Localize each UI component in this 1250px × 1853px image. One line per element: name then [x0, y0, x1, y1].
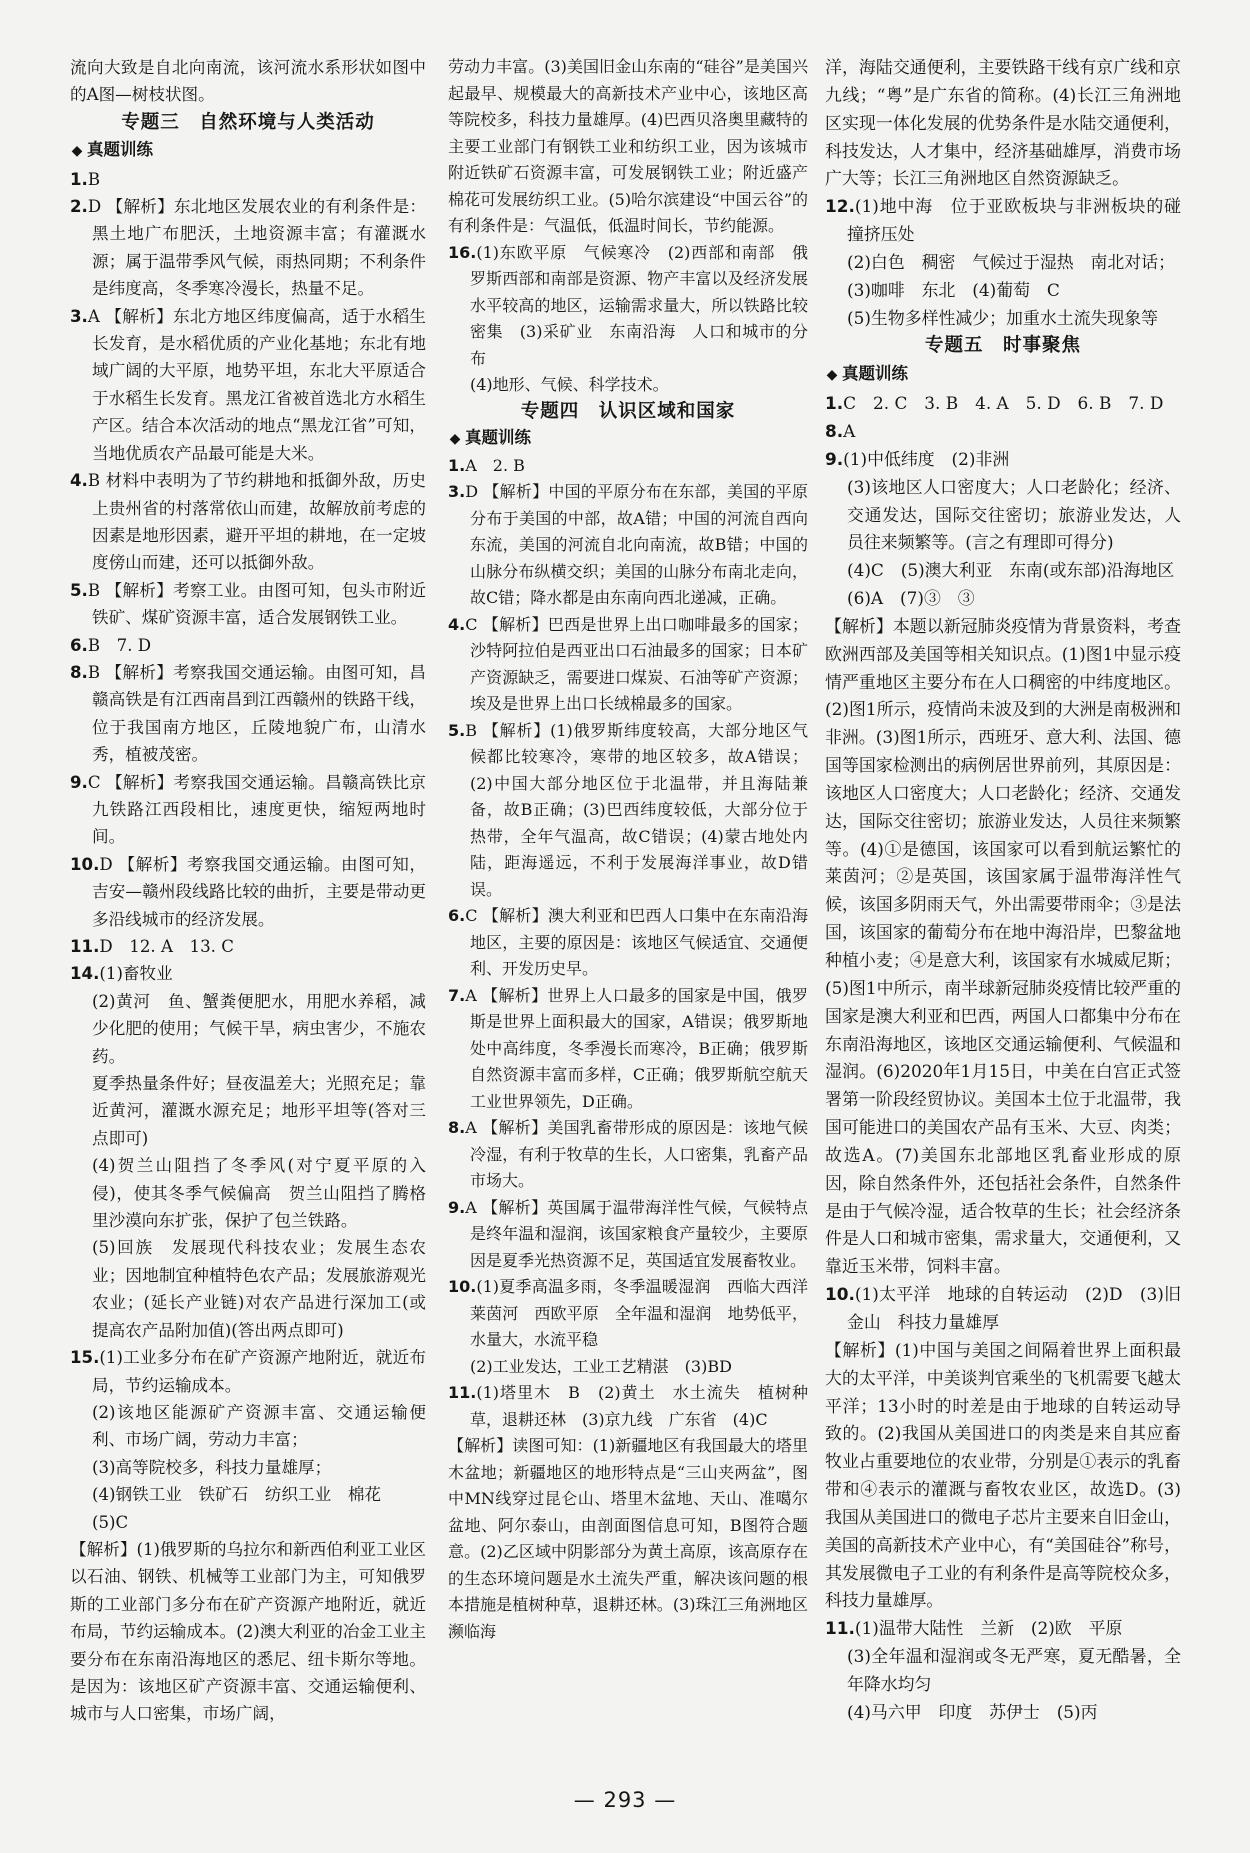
answer-subitem: (4)马六甲 印度 苏伊士 (5)丙 [847, 1701, 1098, 1722]
answer-item [70, 467, 426, 577]
item-number: 8. [70, 662, 88, 682]
subheading-label: 真题训练 [842, 364, 908, 384]
subheading-label: 真题训练 [465, 428, 531, 447]
item-number: 1. [825, 393, 844, 414]
item-text: (1)太平洋 地球的自转运动 (2)D (3)旧金山 科技力量雄厚 [847, 1284, 1181, 1332]
answer-item [448, 1195, 808, 1275]
item-number: 4. [448, 614, 466, 634]
answer-item [70, 933, 426, 960]
answer-item [448, 1274, 825, 1354]
answer-subitem: (4)地形、气候、科学技术。 [470, 375, 669, 394]
item-text: C 【解析】巴西是世界上出口咖啡最多的国家；沙特阿拉伯是西亚出口石油最多的国家；日本矿产资源缺乏，需要进口煤炭、石油等矿产资源；埃及是世界上出口长绒棉最多的国家。 [465, 614, 808, 713]
answer-item [825, 418, 1181, 446]
answer-item [448, 903, 808, 983]
item-text: C 【解析】考察我国交通运输。昌赣高铁比京九铁路江西段相比，速度更快，缩短两地时间。 [87, 772, 426, 847]
answer-item [448, 240, 808, 373]
answer-subitem: 夏季热量条件好；昼夜温差大；光照充足；靠近黄河，灌溉水源充足；地形平坦等(答对三点即可) [92, 1074, 426, 1148]
item-number: 6. [70, 635, 88, 655]
subheading-training [448, 425, 808, 453]
item-number: 15. [70, 1348, 100, 1368]
item-text: (1)夏季高温多雨，冬季温暖湿润 西临大西洋 莱茵河 西欧平原 全年温和湿润 地势低平，水量大，水流平稳 [470, 1277, 825, 1349]
answer-subitem: (4)贺兰山阻挡了冬季风(对宁夏平原的入侵)，使其冬季气候偏高 贺兰山阻挡了腾格里沙漠向东扩张，保护了包兰铁路。 [92, 1156, 426, 1231]
answer-item [70, 193, 426, 303]
item-text: (1)工业多分布在矿产资源产地附近，就近布局，节约运输成本。 [92, 1348, 426, 1395]
item-number: 10. [448, 1277, 477, 1296]
page-number: — 293 — [573, 1788, 677, 1812]
item-text: (1)塔里木 B (2)黄土 水土流失 植树种草，退耕还林 (3)京九线 广东省 (4)C [470, 1383, 808, 1429]
section-heading: 专题五 时事聚焦 [924, 335, 1081, 357]
answer-subitem: (6)A (7)③ ③ [847, 588, 975, 609]
item-text: A 2. B [465, 455, 525, 475]
item-number: 14. [70, 964, 100, 984]
item-number: 11. [448, 1383, 477, 1402]
item-text: (1)地中海 位于亚欧板块与非洲板块的碰撞挤压处 [847, 196, 1181, 245]
answer-subitem: (3)该地区人口密度大；人口老龄化；经济、交通发达，国际交往密切；旅游业发达，人员往来频繁等。(言之有理即可得分) [847, 476, 1181, 553]
answer-subitem: (5)生物多样性减少；加重水土流失现象等 [847, 307, 1159, 328]
item-number: 9. [448, 1197, 466, 1217]
answer-item [825, 1615, 1181, 1643]
item-number: 5. [70, 580, 88, 600]
diamond-icon: ◆ [826, 367, 838, 384]
answer-subitem: (3)全年温和湿润或冬无严寒，夏无酷暑，全年降水均匀 [847, 1646, 1181, 1694]
answer-subitem: (5)回族 发展现代科技农业；发展生态农业；因地制宜种植特色农产品；发展旅游观光农业；(延长产业链)对农产品进行深加工(或提高农产品附加值)(答出两点即可) [92, 1238, 426, 1340]
item-text: A 【解析】世界上人口最多的国家是中国，俄罗斯是世界上面积最大的国家，A错误；俄罗斯地处中高纬度，冬季漫长而寒冷，B正确；俄罗斯自然资源丰富而多样，C正确；俄罗斯航空航天工业世界领先，D正确。 [465, 985, 808, 1111]
item-number: 1. [70, 169, 88, 189]
item-number: 7. [448, 985, 466, 1005]
item-number: 9. [70, 772, 88, 792]
column-middle [448, 54, 825, 1645]
answer-item [70, 960, 426, 987]
answer-subitem: (2)黄河 鱼、蟹粪便肥水，用肥水养稻，减少化肥的使用；气候干旱，病虫害少，不施农药。 [92, 991, 426, 1066]
item-number: 9. [825, 448, 844, 469]
item-number: 11. [70, 937, 100, 956]
item-text: C 2. C 3. B 4. A 5. D 6. B 7. D [843, 393, 1164, 414]
subheading-training [825, 360, 1181, 390]
analysis-paragraph: 【解析】(1)俄罗斯的乌拉尔和新西伯利亚工业区以石油、钢铁、机械等工业部门为主，可知俄罗斯的工业部门多分布在矿产资源产地附近，就近布局，节约运输成本。(2)澳大利亚的冶金工业主要分布在东南沿海地区的悉尼、纽卡斯尔等地。是因为：该地区矿产资源丰富、交通运输便利、城市与人口密集，市场广阔， [70, 1539, 426, 1724]
answer-item [70, 851, 426, 933]
answer-item [448, 612, 808, 718]
item-number: 3. [448, 482, 466, 501]
item-text: (1)中低纬度 (2)非洲 [843, 448, 1010, 469]
item-text: B 7. D [87, 635, 152, 655]
item-number: 11. [825, 1618, 855, 1639]
analysis-paragraph: 【解析】读图可知：(1)新疆地区有我国最大的塔里木盆地；新疆地区的地形特点是“三山夹两盆”，图中MN线穿过昆仑山、塔里木盆地、天山、准噶尔盆地、阿尔泰山，由剖面图信息可知，B图符合题意。(2)乙区域中阴影部分为黄土高原，该高原存在的生态环境问题是水土流失严重，解决该问题的根本措施是植树种草，退耕还林。(3)珠江三角洲地区濒临海 [448, 1436, 808, 1641]
answer-item [825, 1281, 1181, 1337]
item-text: D 【解析】东北地区发展农业的有利条件是：黑土地广布肥沃，土地资源丰富；有灌溉水源；属于温带季风气候，雨热同期；不利条件是纬度高，冬季寒冷漫长，热量不足。 [87, 197, 426, 299]
subheading-training [70, 136, 426, 165]
analysis-paragraph: 【解析】本题以新冠肺炎疫情为背景资料，考查欧洲西部及美国等相关知识点。(1)图1中显示疫情严重地区主要分布在人口稠密的中纬度地区。(2)图1所示，疫情尚未波及到的大洲是南极洲和非洲。(3)图1所示，西班牙、意大利、法国、德国等国家检测出的病例居世界前列，其原因是：该地区人口密度大；人口老龄化；经济、交通发达，国际交往密切；旅游业发达，人员往来频繁等。(4)①是德国，该国家可以看到航运繁忙的莱茵河；②是英国，该国家属于温带海洋性气候，该国多阴雨天气，外出需要带雨伞；③是法国，该国家的葡萄分布在地中海沿岸，巴黎盆地种植小麦；④是意大利，该国家有水城威尼斯；(5)图1中所示，南半球新冠肺炎疫情比较严重的国家是澳大利亚和巴西，两国人口都集中分布在东南沿海地区，该地区交通运输便利、气候温和湿润。(6)2020年1月15日，中美在白宫正式签署第一阶段经贸协议。美国本土位于北温带，我国可能进口的美国农产品有玉米、大豆、肉类；故选A。(7)美国东北部地区乳畜业形成的原因，除自然条件外，还包括社会条件，自然条件是由于气候冷湿，适合牧草的生长；社会经济条件是人口和城市密集，需求量大，交通便利，又靠近玉米带，饲料丰富。 [825, 615, 1181, 1277]
answer-subitem: (2)该地区能源矿产资源丰富、交通运输便利、市场广阔，劳动力丰富； [92, 1402, 426, 1450]
item-number: 3. [70, 306, 88, 326]
item-text: B 材料中表明为了节约耕地和抵御外敌，历史上贵州省的村落常依山而建，故解放前考虑的因素是地形因素，避开平坦的耕地，在一定坡度傍山而建，还可以抵御外敌。 [87, 471, 426, 573]
item-number: 12. [825, 196, 855, 217]
answer-item [825, 446, 1181, 474]
answer-item [825, 193, 1181, 249]
answer-item [448, 983, 808, 1116]
answer-item [448, 718, 808, 904]
item-number: 2. [70, 197, 88, 217]
answer-item [70, 632, 426, 659]
item-text: B [87, 169, 101, 189]
item-number: 8. [448, 1118, 466, 1137]
item-text: (1)东欧平原 气候寒冷 (2)西部和南部 俄罗斯西部和南部是资源、物产丰富以及经济发展水平较高的地区，运输需求量大，所以铁路比较密集 (3)采矿业 东南沿海 人口和城市的分布 [470, 242, 808, 368]
continued-text: 劳动力丰富。(3)美国旧金山东南的“硅谷”是美国兴起最早、规模最大的高新技术产业中心，该地区高等院校多，科技力量雄厚。(4)巴西贝洛奥里藏特的主要工业部门有钢铁工业和纺织工业，因为该城市附近铁矿石资源丰富，可发展钢铁工业；附近盛产棉花可发展纺织工业。(5)哈尔滨建设“中国云谷”的有利条件是：气温低，低温时间长，节约能源。 [448, 57, 808, 235]
answer-item [448, 479, 808, 612]
analysis-paragraph: 【解析】(1)中国与美国之间隔着世界上面积最大的太平洋，中美谈判官乘坐的飞机需要飞越太平洋；13小时的时差是由于地球的自转运动导致的。(2)我国从美国进口的肉类是来自其应畜牧业占重要地位的农业带，分别是①表示的乳畜带和④表示的灌溉与畜牧农业区，故选D。(3)我国从美国进口的微电子芯片主要来自旧金山，美国的高新技术产业中心，有“美国硅谷”称号，其发展微电子工业的有利条件是高等院校众多，科技力量雄厚。 [825, 1339, 1181, 1611]
answer-item [825, 390, 1181, 418]
column-right [825, 54, 1181, 1727]
section-heading: 专题四 认识区域和国家 [520, 400, 736, 422]
item-text: A 【解析】英国属于温带海洋性气候，气候特点是终年温和湿润，该国家粮食产量较少，主要原因是夏季光热资源不足，英国适宜发展畜牧业。 [465, 1197, 808, 1270]
item-number: 8. [825, 420, 844, 441]
item-text: C 【解析】澳大利亚和巴西人口集中在东南沿海地区，主要的原因是：该地区气候适宜、交通便利、开发历史早。 [465, 906, 808, 978]
answer-subitem: (2)工业发达，工业工艺精湛 (3)BD [470, 1356, 732, 1376]
item-number: 5. [448, 720, 466, 740]
item-text: (1)畜牧业 [99, 964, 173, 984]
item-number: 10. [825, 1284, 855, 1305]
item-text: (1)温带大陆性 兰新 (2)欧 平原 [854, 1618, 1123, 1639]
item-text: D 【解析】中国的平原分布在东部，美国的平原分布于美国的中部，故A错；中国的河流自西向东流，美国的河流自北向南流，故B错；中国的山脉分布纵横交织；美国的山脉分布南北走向，故C错；降水都是由东南向西北递减，正确。 [465, 482, 808, 607]
continued-text: 流向大致是自北向南流，该河流水系形状如图中的A图—树枝状图。 [70, 58, 426, 105]
continued-text: 洋，海陆交通便利，主要铁路干线有京广线和京九线；“粤”是广东省的简称。(4)长江三角洲地区实现一体化发展的优势条件是水陆交通便利，科技发达，人才集中，经济基础雄厚，消费市场广大等；长江三角洲地区自然资源缺乏。 [825, 57, 1181, 189]
answer-subitem: (2)白色 稠密 气候过于湿热 南北对话； [847, 251, 1175, 272]
column-left [70, 54, 426, 1728]
item-number: 1. [448, 455, 466, 475]
answer-subitem: (4)C (5)澳大利亚 东南(或东部)沿海地区 [847, 560, 1175, 581]
answer-item [70, 303, 426, 467]
diamond-icon: ◆ [71, 143, 83, 160]
answer-subitem: (4)钢铁工业 铁矿石 纺织工业 棉花 [92, 1485, 382, 1505]
answer-item [70, 1344, 426, 1399]
answer-item [448, 453, 808, 480]
answer-subitem: (3)高等院校多，科技力量雄厚； [92, 1457, 332, 1477]
answer-item [70, 166, 426, 193]
section-heading: 专题三 自然环境与人类活动 [121, 111, 375, 133]
item-text: A 【解析】美国乳畜带形成的原因是：该地气候冷湿，有利于牧草的生长，人口密集，乳畜产品市场大。 [465, 1118, 808, 1190]
item-text: A 【解析】东北方地区纬度偏高，适于水稻生长发育，是水稻优质的产业化基地；东北有地域广阔的大平原，地势平坦，东北大平原适合于水稻生长发育。黑龙江省被首选北方水稻生产区。结合本次活动的地点“黑龙江省”可知，当地优质农产品最可能是大米。 [87, 306, 426, 463]
subheading-label: 真题训练 [87, 140, 153, 160]
answer-item [448, 1115, 808, 1195]
answer-item [70, 659, 426, 769]
answer-item [70, 769, 426, 851]
answer-item [448, 1380, 808, 1433]
item-text: D 12. A 13. C [99, 937, 234, 956]
answer-subitem: (3)咖啡 东北 (4)葡萄 C [847, 279, 1060, 300]
item-number: 10. [70, 854, 100, 874]
item-number: 16. [448, 242, 477, 262]
item-text: A [843, 420, 856, 441]
diamond-icon: ◆ [449, 431, 461, 447]
answer-item [70, 577, 426, 632]
item-number: 6. [448, 906, 466, 925]
item-text: B 【解析】(1)俄罗斯纬度较高，大部分地区气候都比较寒冷，寒带的地区较多，故A错误；(2)中国大部分地区位于北温带，并且海陆兼备，故B正确；(3)巴西纬度较低，大部分位于热带，全年气温高，故C错误；(4)蒙古地处内陆，距海遥远，不利于发展海洋事业，故D错误。 [465, 720, 808, 899]
item-text: D 【解析】考察我国交通运输。由图可知，吉安—赣州段线路比较的曲折，主要是带动更多沿线城市的经济发展。 [92, 854, 426, 929]
item-text: B 【解析】考察我国交通运输。由图可知，昌赣高铁是有江西南昌到江西赣州的铁路干线，位于我国南方地区，丘陵地貌广布，山清水秀，植被茂密。 [87, 662, 426, 765]
answer-subitem: (5)C [92, 1512, 129, 1532]
item-number: 4. [70, 471, 88, 491]
item-text: B 【解析】考察工业。由图可知，包头市附近铁矿、煤矿资源丰富，适合发展钢铁工业。 [87, 580, 426, 628]
